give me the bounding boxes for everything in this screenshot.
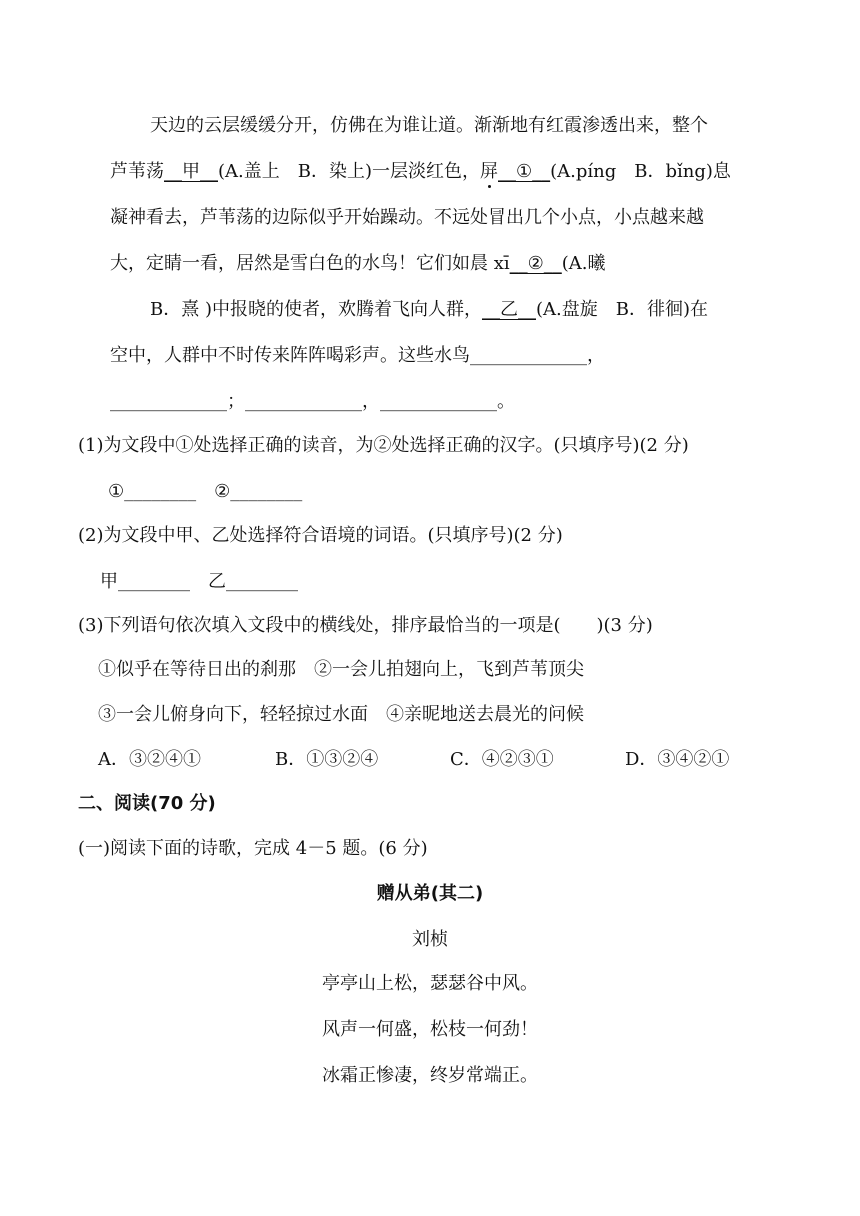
passage-text: (A.píng B．bǐng)息 [550, 161, 731, 182]
question-3-sentences-2: ③一会儿俯身向下，轻轻掠过水面 ④亲昵地送去晨光的问候 [98, 704, 584, 725]
passage-line-7: _____________；_____________，_____________。 [110, 391, 515, 412]
blank-2: __②__ [509, 253, 562, 274]
passage-line-2 [110, 160, 731, 184]
question-2-blanks: 甲________ 乙________ [100, 571, 298, 592]
section-heading: 二、阅读(70 分) [78, 793, 216, 814]
option-c: C．④②③① [450, 749, 554, 770]
poem-line-1: 亭亭山上松，瑟瑟谷中风。 [322, 973, 538, 994]
passage-line-1: 天边的云层缓缓分开，仿佛在为谁让道。渐渐地有红霞渗透出来，整个 [150, 115, 708, 136]
poem-line-3: 冰霜正惨凄，终岁常端正。 [322, 1065, 538, 1086]
question-3-sentences-1: ①似乎在等待日出的刹那 ②一会儿拍翅向上，飞到芦苇顶尖 [98, 659, 584, 680]
passage-line-4 [110, 252, 606, 276]
blank-yi: __乙__ [481, 299, 536, 320]
passage-line-3: 凝神看去，芦苇荡的边际似乎开始躁动。不远处冒出几个小点，小点越来越 [110, 207, 704, 228]
option-b: B．①③②④ [275, 749, 379, 770]
passage-text: 大，定睛一看，居然是雪白色的水鸟！它们如晨 xī [110, 253, 510, 274]
blank-jia: __甲__ [164, 161, 218, 182]
passage-text: (A.曦 [561, 253, 606, 274]
option-a: A．③②④① [98, 749, 201, 770]
section-subheading: (一)阅读下面的诗歌，完成 4－5 题。(6 分) [78, 838, 428, 859]
question-2: (2)为文段中甲、乙处选择符合语境的词语。(只填序号)(2 分) [78, 525, 563, 546]
poem-line-2: 风声一何盛，松枝一何劲！ [322, 1019, 538, 1040]
passage-text: B．熹 )中报晓的使者，欢腾着飞向人群， [150, 299, 482, 320]
poem-title: 赠从弟(其二) [376, 883, 484, 904]
poem-author: 刘桢 [412, 929, 448, 950]
question-3: (3)下列语句依次填入文段中的横线处，排序最恰当的一项是( )(3 分) [78, 615, 653, 636]
option-d: D．③④②① [625, 749, 730, 770]
passage-text: (A.盘旋 B．徘徊)在 [535, 299, 708, 320]
passage-text: 芦苇荡 [110, 161, 164, 182]
question-1-blanks: ①________ ②________ [108, 481, 303, 502]
question-1: (1)为文段中①处选择正确的读音，为②处选择正确的汉字。(只填序号)(2 分) [78, 435, 689, 456]
blank-1: __①__ [498, 161, 551, 182]
passage-line-5 [150, 298, 708, 322]
passage-text: (A.盖上 B．染上)一层淡红色， [218, 161, 480, 182]
passage-line-6: 空中，人群中不时传来阵阵喝彩声。这些水鸟_____________， [110, 345, 605, 366]
dotted-char-ping: 屏 [480, 161, 498, 182]
